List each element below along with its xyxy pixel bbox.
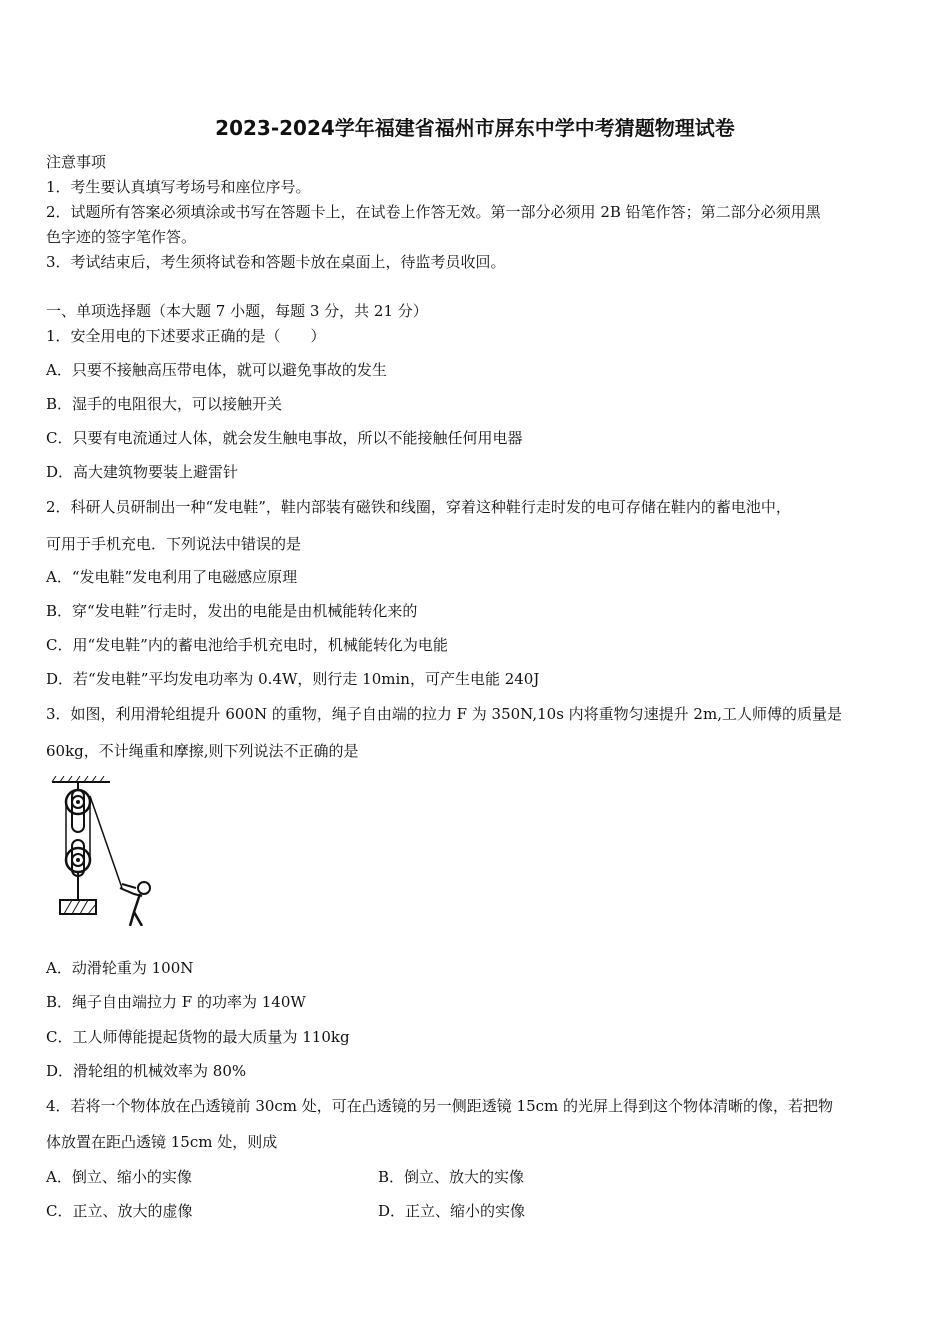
q1-option-c: C．只要有电流通过人体，就会发生触电事故，所以不能接触任何用电器 [46,429,523,447]
q2-stem-line1: 2．科研人员研制出一种“发电鞋”，鞋内部装有磁铁和线圈，穿着这种鞋行走时发的电可存储在鞋内的蓄电池中， [46,498,791,516]
pulley-system-figure [50,776,160,926]
q3-stem-line2: 60kg，不计绳重和摩擦,则下列说法不正确的是 [46,742,359,760]
notice-heading: 注意事项 [46,153,107,171]
q4-stem-line2: 体放置在距凸透镜 15cm 处，则成 [46,1133,278,1151]
q2-option-c: C．用“发电鞋”内的蓄电池给手机充电时，机械能转化为电能 [46,636,448,654]
q4-option-b: B．倒立、放大的实像 [378,1168,525,1186]
notice-item-2: 2．试题所有答案必须填涂或书写在答题卡上，在试卷上作答无效。第一部分必须用 2B 铅笔作答；第二部分必须用黑 [46,203,821,221]
q3-option-a: A．动滑轮重为 100N [46,959,194,977]
page-title: 2023-2024学年福建省福州市屏东中学中考猜题物理试卷 [215,116,735,140]
q1-option-a: A．只要不接触高压带电体，就可以避免事故的发生 [46,361,387,379]
q2-option-d: D．若“发电鞋”平均发电功率为 0.4W，则行走 10min，可产生电能 240J [46,670,540,688]
q4-stem-line1: 4．若将一个物体放在凸透镜前 30cm 处，可在凸透镜的另一侧距透镜 15cm 的光屏上得到这个物体清晰的像，若把物 [46,1097,834,1115]
q4-option-a: A．倒立、缩小的实像 [46,1168,192,1186]
q4-option-d: D．正立、缩小的实像 [378,1202,526,1220]
q1-stem: 1．安全用电的下述要求正确的是（ ） [46,327,326,345]
q3-option-c: C．工人师傅能提起货物的最大质量为 110kg [46,1028,350,1046]
notice-item-3: 3．考试结束后，考生须将试卷和答题卡放在桌面上，待监考员收回。 [46,253,506,271]
q3-option-d: D．滑轮组的机械效率为 80% [46,1062,247,1080]
q2-option-b: B．穿“发电鞋”行走时，发出的电能是由机械能转化来的 [46,602,418,620]
section-heading: 一、单项选择题（本大题 7 小题，每题 3 分，共 21 分） [46,302,428,320]
q1-option-d: D．高大建筑物要装上避雷针 [46,463,239,481]
q3-option-b: B．绳子自由端拉力 F 的功率为 140W [46,993,306,1011]
q2-stem-line2: 可用于手机充电．下列说法中错误的是 [46,535,302,553]
q4-option-c: C．正立、放大的虚像 [46,1202,193,1220]
q3-stem-line1: 3．如图，利用滑轮组提升 600N 的重物，绳子自由端的拉力 F 为 350N,10s 内将重物匀速提升 2m,工人师傅的质量是 [46,705,842,723]
notice-item-2-cont: 色字迹的签字笔作答。 [46,228,197,246]
q2-option-a: A．“发电鞋”发电利用了电磁感应原理 [46,568,298,586]
q1-option-b: B．湿手的电阻很大，可以接触开关 [46,395,283,413]
notice-item-1: 1．考生要认真填写考场号和座位序号。 [46,178,311,196]
